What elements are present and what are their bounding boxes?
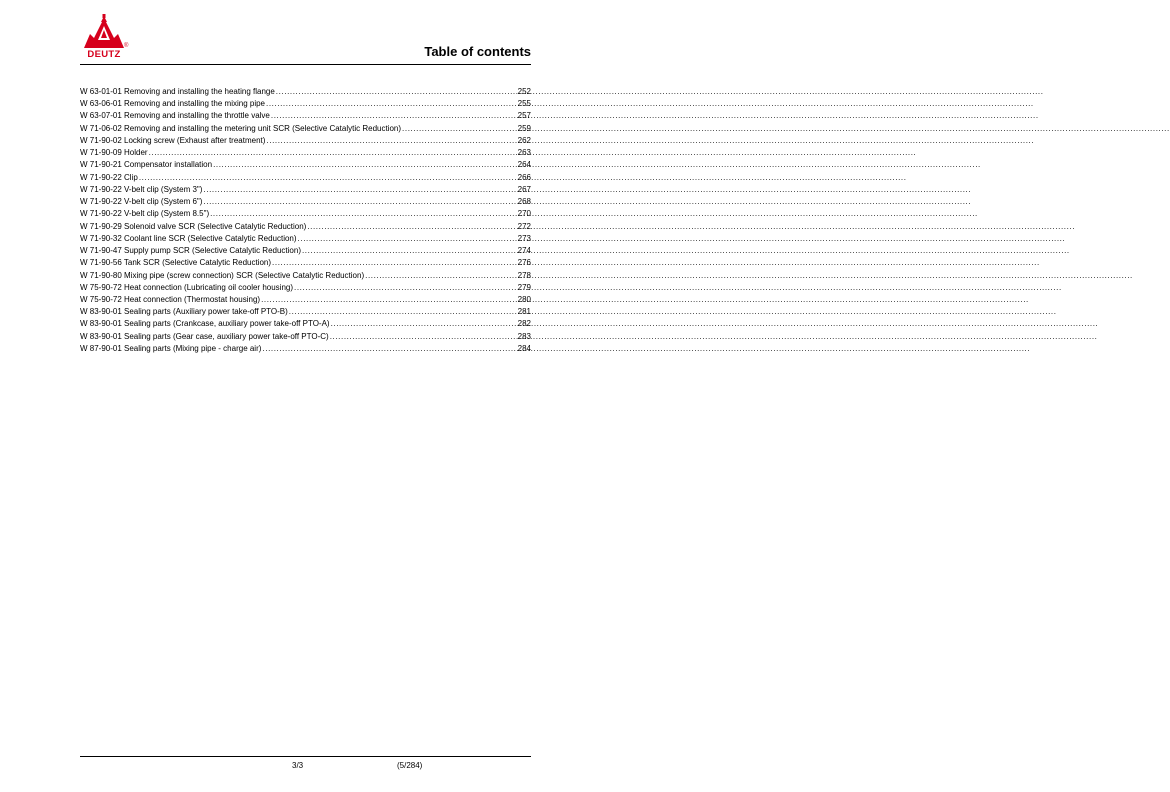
toc-entry[interactable] xyxy=(80,343,531,355)
toc-entry-title[interactable]: W 75-90-72 Heat connection (Thermostat housing) xyxy=(80,294,261,304)
toc-entry-title[interactable]: W 71-90-22 Clip xyxy=(80,172,138,182)
toc-entry-title[interactable]: W 63-01-01 Removing and installing the heating flange xyxy=(80,87,275,96)
toc-leader-dots xyxy=(203,184,499,196)
toc-entry-title[interactable]: W 71-90-22 V-belt clip (System 3") xyxy=(80,184,203,194)
toc-entry-title[interactable]: W 71-90-47 Supply pump SCR (Selective Catalytic Reduction) xyxy=(80,246,301,256)
toc-leader-dots xyxy=(302,245,499,257)
toc-leader-dots xyxy=(261,294,499,306)
toc-entry[interactable] xyxy=(80,86,531,98)
toc-entry-page[interactable]: 263 xyxy=(517,148,531,158)
toc-leader-dots xyxy=(271,110,499,122)
toc-entry-page[interactable]: 272 xyxy=(517,221,531,231)
toc-entry-title[interactable]: W 71-90-56 Tank SCR (Selective Catalytic Reduction) xyxy=(80,258,272,268)
toc-entry-page[interactable]: 273 xyxy=(517,233,531,243)
toc-entry[interactable] xyxy=(80,221,531,233)
toc-entry[interactable] xyxy=(80,257,531,269)
toc-entry[interactable] xyxy=(80,245,531,257)
toc-leader-dots xyxy=(213,159,499,171)
toc-entry[interactable] xyxy=(80,159,531,171)
toc-entry[interactable] xyxy=(80,331,531,343)
toc-entry-page[interactable]: 280 xyxy=(517,294,531,304)
toc-entry[interactable] xyxy=(80,208,531,220)
toc-entry-page[interactable]: 270 xyxy=(517,209,531,219)
toc-leader-dots xyxy=(307,221,499,233)
logo-text: DEUTZ xyxy=(87,49,121,60)
toc-entry-title[interactable]: W 71-90-02 Locking screw (Exhaust after treatment) xyxy=(80,135,266,145)
toc-leader-dots xyxy=(139,172,499,184)
toc-entry-title[interactable]: W 63-06-01 Removing and installing the mixing pipe xyxy=(80,99,265,109)
toc-entry[interactable] xyxy=(80,294,531,306)
toc-entry[interactable] xyxy=(80,135,531,147)
toc-entry-title[interactable]: W 83-90-01 Sealing parts (Auxiliary power take-off PTO-B) xyxy=(80,307,288,317)
toc-entry-title[interactable]: W 71-90-22 V-belt clip (System 8.5") xyxy=(80,209,210,219)
toc-entry[interactable] xyxy=(80,123,531,135)
toc-entry-page[interactable]: 267 xyxy=(517,184,531,194)
toc-entry[interactable] xyxy=(80,110,531,122)
toc-entry-page[interactable]: 283 xyxy=(517,331,531,341)
toc-entry-title[interactable]: W 71-90-29 Solenoid valve SCR (Selective Catalytic Reduction) xyxy=(80,221,307,231)
deutz-knight-icon xyxy=(80,14,128,50)
toc-leader-dots xyxy=(402,123,499,135)
toc-entry[interactable] xyxy=(80,147,531,159)
page-title: Table of contents xyxy=(424,44,531,59)
toc-entry-title[interactable]: W 71-90-32 Coolant line SCR (Selective Catalytic Reduction) xyxy=(80,233,297,243)
toc-entry[interactable] xyxy=(80,270,531,282)
toc-entry-page[interactable]: 268 xyxy=(517,197,531,207)
toc-entry-title[interactable]: W 71-90-80 Mixing pipe (screw connection) SCR (Selective Catalytic Reduction) xyxy=(80,270,365,280)
toc-entry-page[interactable]: 274 xyxy=(517,246,531,256)
toc-entry-title[interactable]: W 75-90-72 Heat connection (Lubricating oil cooler housing) xyxy=(80,282,294,292)
toc-entry-title[interactable]: W 71-06-02 Removing and installing the metering unit SCR (Selective Catalytic Reduction) xyxy=(80,123,402,133)
toc-entry-page[interactable]: 278 xyxy=(517,270,531,280)
toc-entry-title[interactable]: W 63-07-01 Removing and installing the throttle valve xyxy=(80,111,270,121)
toc-leader-dots xyxy=(272,257,499,269)
deutz-logo xyxy=(80,14,130,62)
toc-entry-title[interactable]: W 83-90-01 Sealing parts (Crankcase, auxiliary power take-off PTO-A) xyxy=(80,319,330,329)
toc-entry-page[interactable]: 266 xyxy=(517,172,531,182)
footer-page-number: 3/3 xyxy=(292,761,304,770)
toc-leader-dots xyxy=(331,318,499,330)
toc-leader-dots xyxy=(276,86,499,98)
toc-leader-dots xyxy=(266,135,499,147)
toc-leader-dots xyxy=(262,343,499,355)
toc-leader-dots xyxy=(298,233,499,245)
footer-total-pages: (5/284) xyxy=(397,761,423,770)
toc-entry-page[interactable]: 264 xyxy=(517,160,531,170)
toc-leader-dots xyxy=(365,270,499,282)
toc-entry-page[interactable]: 262 xyxy=(517,135,531,145)
toc-entry-page[interactable]: 281 xyxy=(517,307,531,317)
footer-divider xyxy=(80,756,531,757)
toc-entry-page[interactable]: 257 xyxy=(517,111,531,121)
toc-entry-page[interactable]: 276 xyxy=(517,258,531,268)
toc-entry[interactable] xyxy=(80,318,531,330)
toc-leader-dots xyxy=(289,306,499,318)
table-of-contents xyxy=(80,86,531,355)
toc-leader-dots xyxy=(149,147,499,159)
toc-entry[interactable] xyxy=(80,184,531,196)
toc-entry-title[interactable]: W 71-90-21 Compensator installation xyxy=(80,160,213,170)
toc-entry-page[interactable]: 252 xyxy=(517,87,531,96)
toc-leader-dots xyxy=(203,196,499,208)
toc-entry-title[interactable]: W 83-90-01 Sealing parts (Gear case, auxiliary power take-off PTO-C) xyxy=(80,331,329,341)
toc-entry-page[interactable]: 255 xyxy=(517,99,531,109)
toc-leader-dots xyxy=(294,282,499,294)
toc-entry[interactable] xyxy=(80,306,531,318)
toc-entry-page[interactable]: 279 xyxy=(517,282,531,292)
header-divider xyxy=(80,64,531,65)
toc-leader-dots xyxy=(330,331,499,343)
toc-entry-title[interactable]: W 71-90-09 Holder xyxy=(80,148,148,158)
toc-entry[interactable] xyxy=(80,282,531,294)
toc-entry[interactable] xyxy=(80,233,531,245)
toc-leader-dots xyxy=(266,98,499,110)
toc-entry-page[interactable]: 282 xyxy=(517,319,531,329)
toc-entry[interactable] xyxy=(80,196,531,208)
toc-entry-page[interactable]: 284 xyxy=(517,343,531,353)
toc-entry-title[interactable]: W 87-90-01 Sealing parts (Mixing pipe - charge air) xyxy=(80,343,262,353)
registered-mark: ® xyxy=(124,43,129,49)
toc-entry[interactable] xyxy=(80,172,531,184)
toc-leader-dots xyxy=(210,208,499,220)
toc-entry-page[interactable]: 259 xyxy=(517,123,531,133)
toc-entry-title[interactable]: W 71-90-22 V-belt clip (System 6") xyxy=(80,197,203,207)
toc-entry[interactable] xyxy=(80,98,531,110)
